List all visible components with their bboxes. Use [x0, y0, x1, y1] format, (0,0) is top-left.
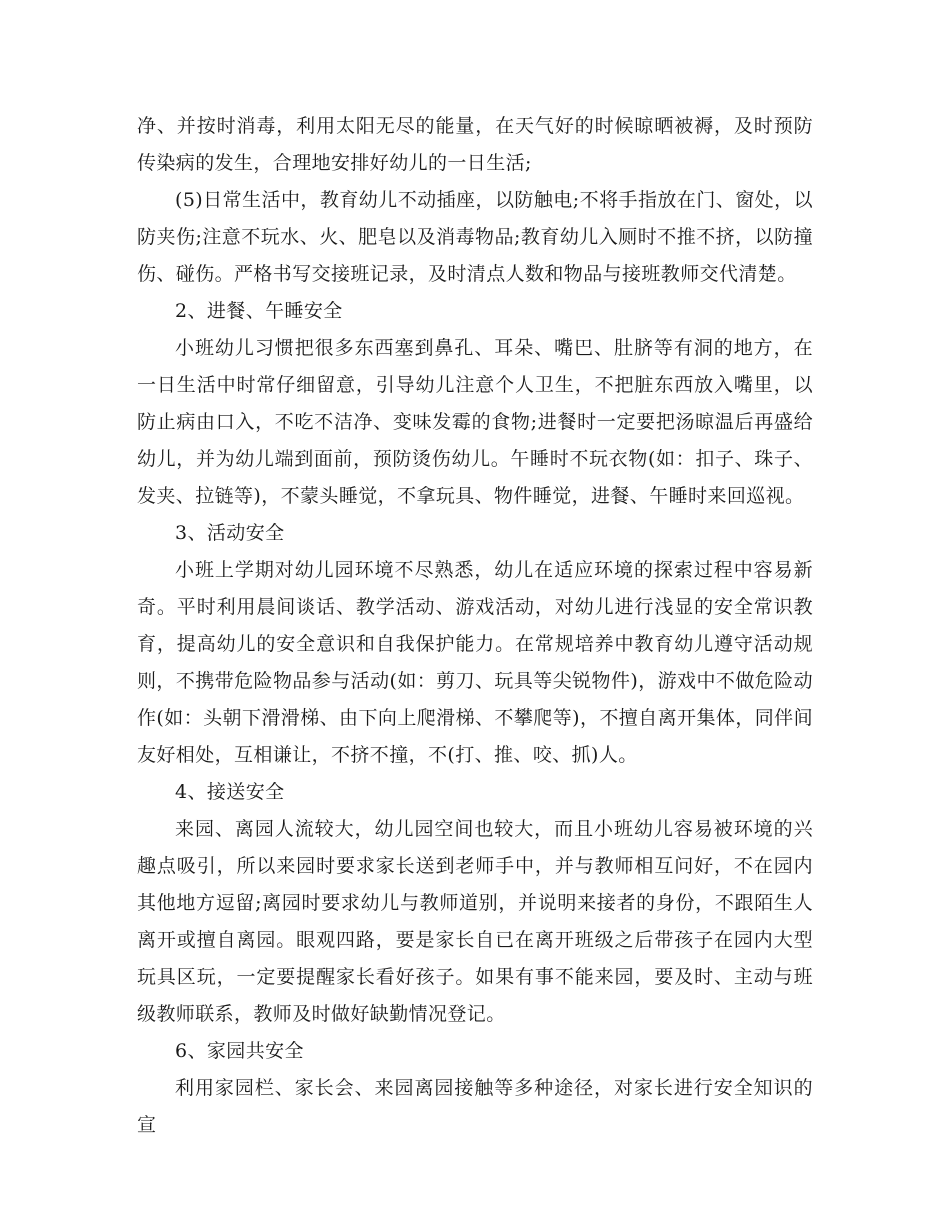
- paragraph-activity-safety: 小班上学期对幼儿园环境不尽熟悉，幼儿在适应环境的探索过程中容易新奇。平时利用晨间谈话、教学活动、游戏活动，对幼儿进行浅显的安全常识教育，提高幼儿的安全意识和自我保护能力。在常规培养中教育幼儿遵守活动规则，不携带危险物品参与活动(如：剪刀、玩具等尖锐物件)，游戏中不做危险动作(如：头朝下滑滑梯、由下向上爬滑梯、不攀爬等)，不擅自离开集体，同伴间友好相处，互相谦让，不挤不撞，不(打、推、咬、抓)人。: [137, 559, 813, 766]
- section-heading-activity-safety: 3、活动安全: [175, 522, 285, 544]
- paragraph-item-5: (5)日常生活中，教育幼儿不动插座，以防触电;不将手指放在门、窗处，以防夹伤;注意不玩水、火、肥皂以及消毒物品;教育幼儿入厕时不推不挤，以防撞伤、碰伤。严格书写交接班记录，及时清点人数和物品与接班教师交代清楚。: [137, 189, 813, 285]
- paragraph-home-school-safety: 利用家园栏、家长会、来园离园接触等多种途径，对家长进行安全知识的宣: [137, 1077, 813, 1136]
- paragraph-continuation: 净、并按时消毒，利用太阳无尽的能量，在天气好的时候晾晒被褥，及时预防传染病的发生，合理地安排好幼儿的一日生活;: [137, 115, 813, 174]
- section-heading-meal-nap-safety: 2、进餐、午睡安全: [175, 300, 343, 322]
- paragraph-pickup-safety: 来园、离园人流较大，幼儿园空间也较大，而且小班幼儿容易被环境的兴趣点吸引，所以来园时要求家长送到老师手中，并与教师相互问好，不在园内其他地方逗留;离园时要求幼儿与教师道别，并说明来接者的身份，不跟陌生人离开或擅自离园。眼观四路，要是家长自已在离开班级之后带孩子在园内大型玩具区玩，一定要提醒家长看好孩子。如果有事不能来园，要及时、主动与班级教师联系，教师及时做好缺勤情况登记。: [137, 818, 813, 1025]
- paragraph-meal-nap-safety: 小班幼儿习惯把很多东西塞到鼻孔、耳朵、嘴巴、肚脐等有洞的地方，在一日生活中时常仔细留意，引导幼儿注意个人卫生，不把脏东西放入嘴里，以防止病由口入，不吃不洁净、变味发霉的食物;进餐时一定要把汤晾温后再盛给幼儿，并为幼儿端到面前，预防烫伤幼儿。午睡时不玩衣物(如：扣子、珠子、发夹、拉链等)，不蒙头睡觉，不拿玩具、物件睡觉，进餐、午睡时来回巡视。: [137, 337, 813, 507]
- section-heading-home-school-safety: 6、家园共安全: [175, 1040, 304, 1062]
- document-body: [137, 108, 813, 1144]
- section-heading-pickup-safety: 4、接送安全: [175, 781, 285, 803]
